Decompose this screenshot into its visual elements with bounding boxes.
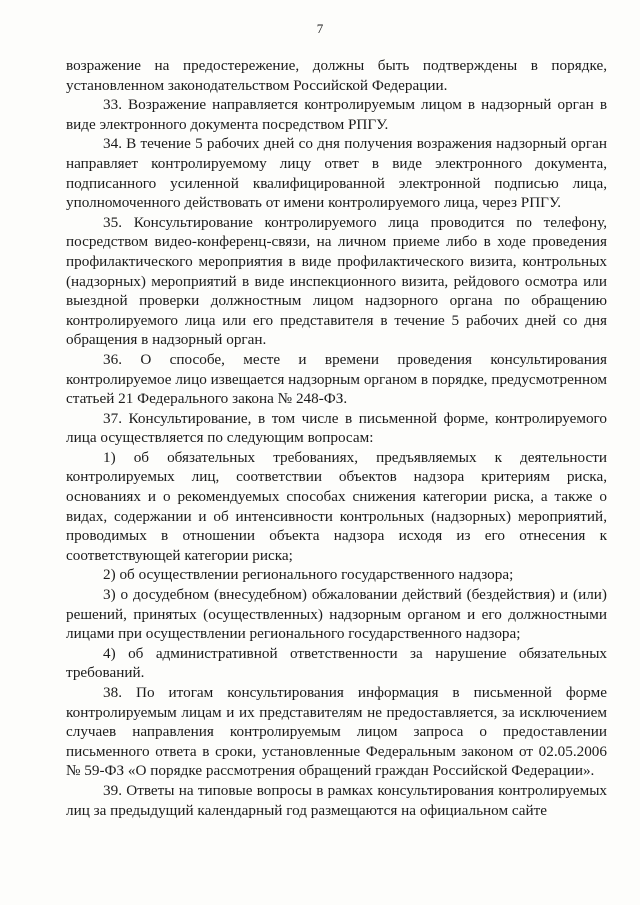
paragraph-continuation: возражение на предостережение, должны быть подтверждены в порядке, установленном законодательством Российской Федерации. xyxy=(66,57,607,94)
paragraph-38: 38. По итогам консультирования информация в письменной форме контролируемым лицам и их представителям не предоставляется, за исключением случаев направления контролируемым лицом запроса о предоставлении письменного ответа в сроки, установленные Федеральным законом от 02.05.2006 № 59-ФЗ «О порядке рассмотрения обращений граждан Российской Федерации». xyxy=(66,684,607,780)
list-item-1: 1) об обязательных требованиях, предъявляемых к деятельности контролируемых лиц, соответствии объектов надзора критериям риска, основаниях и о рекомендуемых способах снижения категории риска, а также о видах, содержании и об интенсивности контрольных (надзорных) мероприятий, проводимых в отношении объекта надзора исходя из его отнесения к соответствующей категории риска; xyxy=(66,448,607,564)
paragraph-35: 35. Консультирование контролируемого лица проводится по телефону, посредством видео-конференц-связи, на личном приеме либо в ходе проведения профилактического мероприятия в виде профилактического визита, контрольных (надзорных) мероприятий в виде инспекционного визита, рейдового осмотра или выездной проверки должностным лицом надзорного органа по обращению контролируемого лица или его представителя в течение 5 рабочих дней со дня обращения в надзорный орган. xyxy=(66,213,607,349)
paragraph-36: 36. О способе, месте и времени проведения консультирования контролируемое лицо извещается надзорным органом в порядке, предусмотренном статьей 21 Федерального закона № 248-ФЗ. xyxy=(66,350,607,408)
document-body xyxy=(66,56,607,820)
paragraph-34: 34. В течение 5 рабочих дней со дня получения возражения надзорный орган направляет контролируемому лицу ответ в виде электронного документа, подписанного усиленной квалифицированной электронной подписью лица, уполномоченного действовать от имени контролируемого лица, через РПГУ. xyxy=(66,135,607,212)
paragraph-37: 37. Консультирование, в том числе в письменной форме, контролируемого лица осуществляется по следующим вопросам: xyxy=(66,409,607,447)
list-item-3: 3) о досудебном (внесудебном) обжаловании действий (бездействия) и (или) решений, принятых (осуществленных) надзорным органом и его должностными лицами при осуществлении регионального государственного надзора; xyxy=(66,586,607,643)
page-number: 7 xyxy=(316,21,324,36)
list-item-4: 4) об административной ответственности за нарушение обязательных требований. xyxy=(66,644,607,682)
list-item-2: 2) об осуществлении регионального государственного надзора; xyxy=(103,566,514,584)
paragraph-33: 33. Возражение направляется контролируемым лицом в надзорный орган в виде электронного документа посредством РПГУ. xyxy=(66,96,607,133)
paragraph-39: 39. Ответы на типовые вопросы в рамках консультирования контролируемых лиц за предыдущий календарный год размещаются на официальном сайте xyxy=(66,781,607,819)
